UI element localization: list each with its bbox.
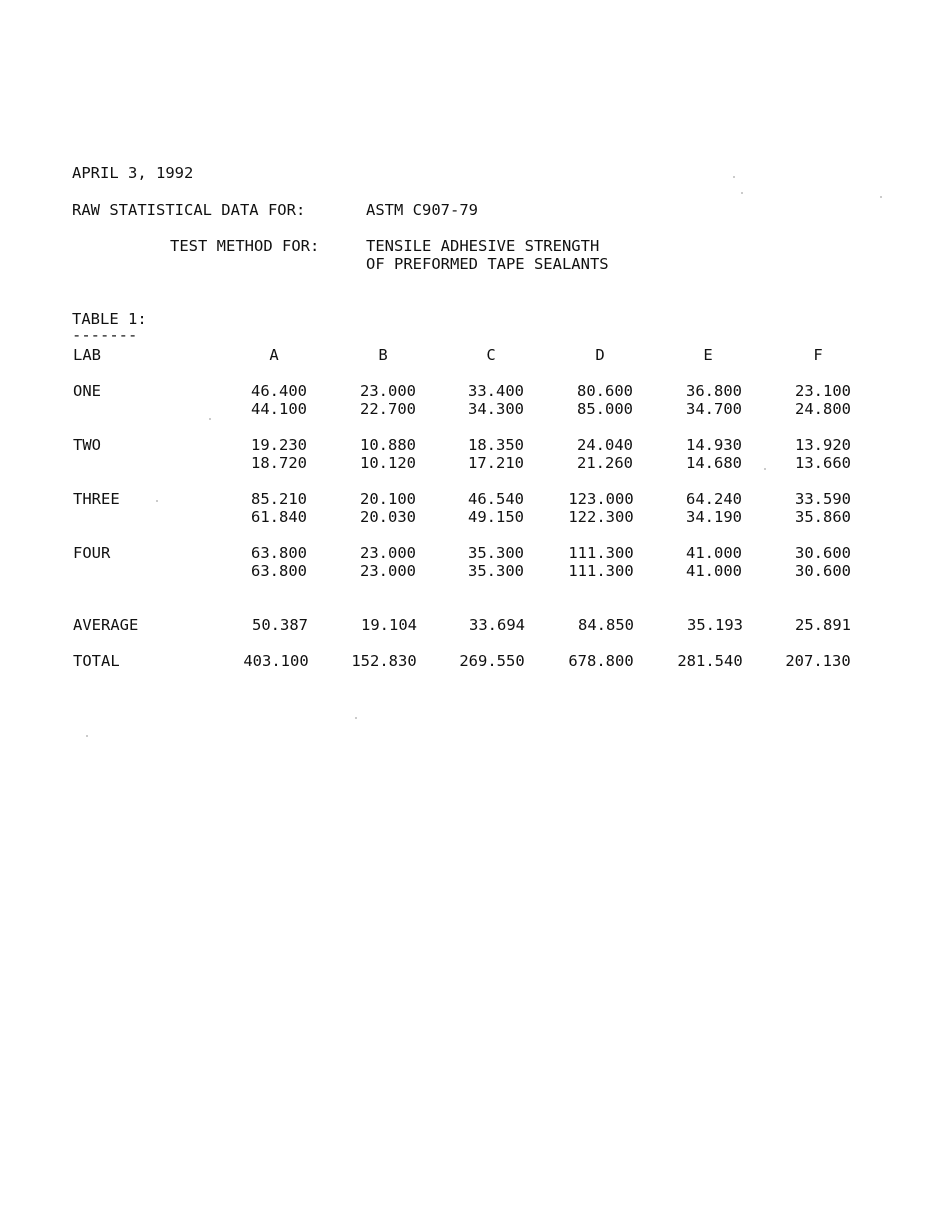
table-cell: 34.700 — [686, 400, 742, 418]
table-cell: 85.210 — [251, 490, 307, 508]
total-cell: 269.550 — [459, 652, 525, 670]
total-cell: 678.800 — [568, 652, 634, 670]
table-cell: 10.880 — [360, 436, 416, 454]
table-cell: 34.300 — [468, 400, 524, 418]
average-cell: 25.891 — [795, 616, 851, 634]
table-cell: 85.000 — [577, 400, 633, 418]
column-header-d: D — [595, 346, 605, 364]
table-cell: 41.000 — [686, 544, 742, 562]
table-cell: 123.000 — [568, 490, 634, 508]
raw-data-value: ASTM C907-79 — [366, 201, 478, 219]
column-header-f: F — [813, 346, 823, 364]
scan-speck — [733, 176, 735, 178]
table-cell: 13.920 — [795, 436, 851, 454]
scan-speck — [880, 196, 882, 198]
column-header-b: B — [378, 346, 388, 364]
report-date: APRIL 3, 1992 — [72, 164, 194, 182]
total-label: TOTAL — [73, 652, 120, 670]
table-cell: 23.000 — [360, 382, 416, 400]
table-cell: 63.800 — [251, 544, 307, 562]
table-cell: 23.100 — [795, 382, 851, 400]
table-cell: 18.720 — [251, 454, 307, 472]
table-cell: 30.600 — [795, 562, 851, 580]
table-cell: 46.540 — [468, 490, 524, 508]
table-cell: 10.120 — [360, 454, 416, 472]
table-cell: 63.800 — [251, 562, 307, 580]
table-cell: 35.300 — [468, 562, 524, 580]
table-cell: 61.840 — [251, 508, 307, 526]
scan-speck — [355, 717, 357, 719]
table-cell: 23.000 — [360, 544, 416, 562]
total-cell: 207.130 — [785, 652, 851, 670]
average-cell: 84.850 — [578, 616, 634, 634]
total-cell: 152.830 — [351, 652, 417, 670]
table-cell: 14.680 — [686, 454, 742, 472]
column-header-a: A — [269, 346, 279, 364]
average-cell: 19.104 — [361, 616, 417, 634]
table-cell: 34.190 — [686, 508, 742, 526]
table-cell: 21.260 — [577, 454, 633, 472]
test-method-line1: TENSILE ADHESIVE STRENGTH — [366, 237, 600, 255]
table-cell: 35.300 — [468, 544, 524, 562]
scan-speck — [156, 500, 158, 502]
table-cell: 13.660 — [795, 454, 851, 472]
table-title-underline: ------- — [72, 326, 138, 344]
table-cell: 19.230 — [251, 436, 307, 454]
test-method-label: TEST METHOD FOR: — [170, 237, 320, 255]
scan-speck — [209, 418, 211, 420]
table-cell: 33.400 — [468, 382, 524, 400]
table-cell: 24.800 — [795, 400, 851, 418]
lab-label-three: THREE — [73, 490, 120, 508]
table-cell: 49.150 — [468, 508, 524, 526]
test-method-line2: OF PREFORMED TAPE SEALANTS — [366, 255, 609, 273]
lab-label-two: TWO — [73, 436, 101, 454]
average-cell: 33.694 — [469, 616, 525, 634]
table-cell: 122.300 — [568, 508, 634, 526]
table-cell: 30.600 — [795, 544, 851, 562]
table-cell: 111.300 — [568, 562, 634, 580]
table-cell: 20.030 — [360, 508, 416, 526]
table-cell: 20.100 — [360, 490, 416, 508]
table-cell: 41.000 — [686, 562, 742, 580]
average-cell: 35.193 — [687, 616, 743, 634]
table-cell: 80.600 — [577, 382, 633, 400]
table-cell: 33.590 — [795, 490, 851, 508]
lab-column-header: LAB — [73, 346, 101, 364]
column-header-c: C — [486, 346, 496, 364]
lab-label-one: ONE — [73, 382, 101, 400]
table-cell: 44.100 — [251, 400, 307, 418]
average-cell: 50.387 — [252, 616, 308, 634]
column-header-e: E — [703, 346, 713, 364]
table-cell: 23.000 — [360, 562, 416, 580]
scan-speck — [764, 468, 766, 470]
raw-data-label: RAW STATISTICAL DATA FOR: — [72, 201, 306, 219]
table-cell: 36.800 — [686, 382, 742, 400]
table-cell: 111.300 — [568, 544, 634, 562]
table-cell: 35.860 — [795, 508, 851, 526]
lab-label-four: FOUR — [73, 544, 111, 562]
table-cell: 64.240 — [686, 490, 742, 508]
table-cell: 14.930 — [686, 436, 742, 454]
scan-speck — [86, 735, 88, 737]
average-label: AVERAGE — [73, 616, 139, 634]
scan-speck — [741, 192, 743, 194]
table-cell: 22.700 — [360, 400, 416, 418]
total-cell: 403.100 — [243, 652, 309, 670]
table-cell: 18.350 — [468, 436, 524, 454]
table-title: TABLE 1: — [72, 310, 147, 328]
total-cell: 281.540 — [677, 652, 743, 670]
table-cell: 24.040 — [577, 436, 633, 454]
table-cell: 46.400 — [251, 382, 307, 400]
table-cell: 17.210 — [468, 454, 524, 472]
